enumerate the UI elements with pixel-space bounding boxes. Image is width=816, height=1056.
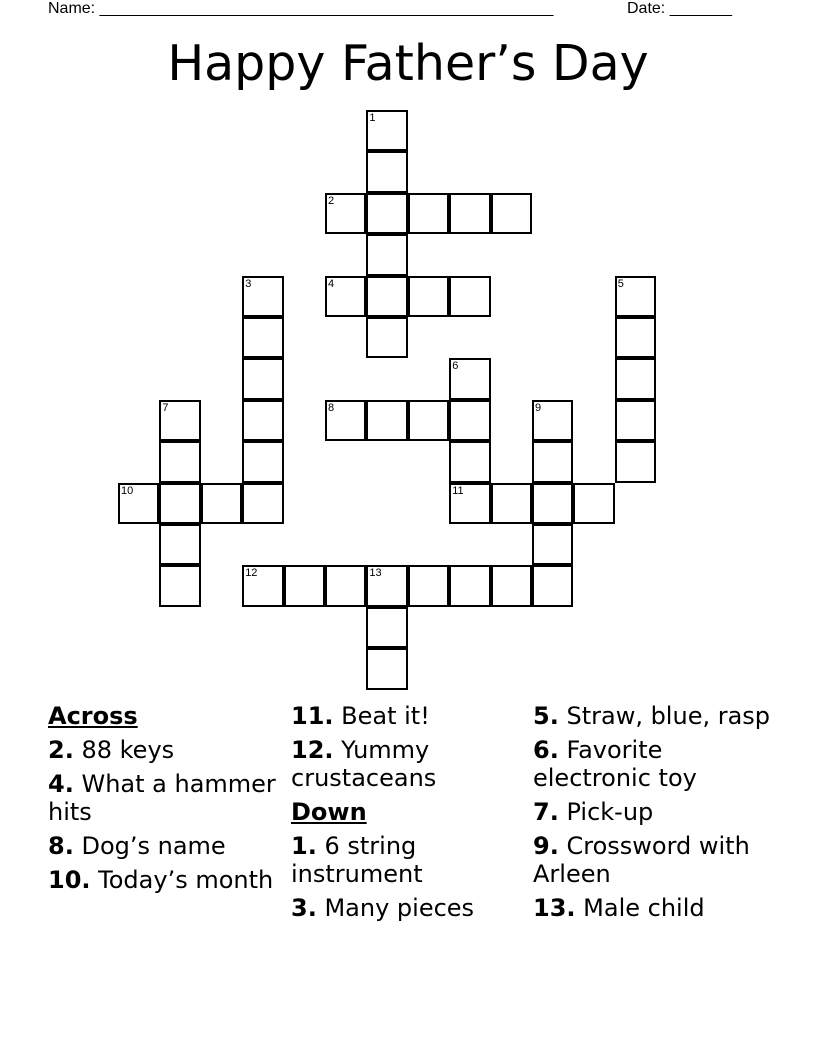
clue-text: What a hammer hits	[48, 770, 276, 826]
grid-cell[interactable]	[408, 193, 449, 234]
clue-text: Many pieces	[324, 894, 475, 922]
grid-cell[interactable]	[615, 317, 656, 358]
grid-cell[interactable]	[325, 276, 366, 317]
grid-cell[interactable]	[408, 565, 449, 606]
clue-item	[48, 866, 288, 894]
grid-cell[interactable]	[284, 565, 325, 606]
grid-cell[interactable]	[615, 358, 656, 399]
grid-cell[interactable]	[366, 317, 407, 358]
clue-text: Beat it!	[341, 702, 430, 730]
clue-item	[291, 736, 531, 792]
grid-cell[interactable]	[242, 400, 283, 441]
clue-number: 11	[452, 484, 464, 497]
grid-cell[interactable]	[159, 483, 200, 524]
puzzle-title: Happy Father’s Day	[167, 35, 649, 92]
grid-cell[interactable]	[366, 151, 407, 192]
clue-number: 5	[617, 277, 624, 290]
grid-cell[interactable]	[325, 400, 366, 441]
clue-item	[533, 832, 773, 888]
clues-column-1	[48, 702, 288, 900]
grid-cell[interactable]	[449, 400, 490, 441]
clue-number: 4	[328, 277, 335, 290]
clue-number: 10.	[48, 866, 91, 894]
grid-cell[interactable]	[449, 441, 490, 482]
clue-text: 88 keys	[81, 736, 175, 764]
clue-number: 11.	[291, 702, 334, 730]
clue-item	[48, 736, 288, 764]
grid-cell[interactable]	[366, 565, 407, 606]
clue-number: 13	[369, 567, 382, 580]
grid-cell[interactable]	[366, 648, 407, 689]
clue-number: 6.	[533, 736, 559, 764]
grid-cell[interactable]	[242, 441, 283, 482]
grid-cell[interactable]	[449, 358, 490, 399]
clue-item	[291, 832, 531, 888]
clues-column-2	[291, 702, 531, 928]
grid-cell[interactable]	[532, 565, 573, 606]
grid-cell[interactable]	[159, 441, 200, 482]
grid-cell[interactable]	[366, 110, 407, 151]
grid-cell[interactable]	[449, 276, 490, 317]
grid-cell[interactable]	[532, 483, 573, 524]
clue-item	[291, 702, 531, 730]
clue-text: Favorite electronic toy	[533, 736, 697, 792]
grid-cell[interactable]	[491, 483, 532, 524]
grid-cell[interactable]	[532, 400, 573, 441]
across-heading: Across	[48, 702, 138, 730]
grid-cell[interactable]	[408, 400, 449, 441]
grid-cell[interactable]	[242, 565, 283, 606]
grid-cell[interactable]	[366, 607, 407, 648]
grid-cell[interactable]	[242, 358, 283, 399]
grid-cell[interactable]	[491, 565, 532, 606]
grid-cell[interactable]	[325, 193, 366, 234]
clue-number: 2	[328, 194, 335, 207]
clue-text: Dog’s name	[81, 832, 226, 860]
grid-cell[interactable]	[615, 400, 656, 441]
clue-item	[533, 702, 773, 730]
grid-cell[interactable]	[366, 400, 407, 441]
grid-cell[interactable]	[366, 234, 407, 275]
clue-item	[48, 770, 288, 826]
grid-cell[interactable]	[242, 483, 283, 524]
clue-number: 4.	[48, 770, 74, 798]
clue-text: Pick-up	[566, 798, 654, 826]
clue-number: 12.	[291, 736, 334, 764]
clue-text: Straw, blue, rasp	[566, 702, 771, 730]
grid-cell[interactable]	[532, 441, 573, 482]
clue-number: 1	[369, 112, 376, 124]
clue-number: 2.	[48, 736, 74, 764]
down-heading: Down	[291, 798, 367, 826]
grid-cell[interactable]	[159, 400, 200, 441]
clue-item	[291, 894, 531, 922]
grid-cell[interactable]	[408, 276, 449, 317]
clue-text: Crossword with Arleen	[533, 832, 750, 888]
grid-cell[interactable]	[242, 276, 283, 317]
grid-cell[interactable]	[532, 524, 573, 565]
name-field-label: Name: ___________________________________________________	[48, 0, 554, 17]
grid-cell[interactable]	[242, 317, 283, 358]
clue-number: 9.	[533, 832, 559, 860]
grid-cell[interactable]	[449, 193, 490, 234]
grid-cell[interactable]	[118, 483, 159, 524]
clue-item	[48, 832, 288, 860]
grid-cell[interactable]	[366, 276, 407, 317]
grid-cell[interactable]	[449, 565, 490, 606]
grid-cell[interactable]	[615, 276, 656, 317]
clue-number: 13.	[533, 894, 576, 922]
grid-cell[interactable]	[159, 565, 200, 606]
clue-number: 9	[535, 401, 542, 414]
grid-cell[interactable]	[491, 193, 532, 234]
clue-item	[533, 894, 773, 922]
grid-cell[interactable]	[325, 565, 366, 606]
clue-item	[533, 798, 773, 826]
grid-cell[interactable]	[201, 483, 242, 524]
clue-number: 10	[121, 484, 134, 497]
clue-item	[533, 736, 773, 792]
clue-text: Male child	[583, 894, 705, 922]
clue-number: 8.	[48, 832, 74, 860]
grid-cell[interactable]	[449, 483, 490, 524]
clue-number: 3.	[291, 894, 317, 922]
clue-number: 3	[245, 277, 252, 290]
clue-text: 6 string instrument	[291, 832, 423, 888]
clue-text: Yummy crustaceans	[291, 736, 437, 792]
grid-cell[interactable]	[366, 193, 407, 234]
date-field-label: Date: _______	[627, 0, 732, 17]
clue-number: 6	[452, 360, 459, 373]
clue-text: Today’s month	[98, 866, 274, 894]
clue-number: 7	[162, 401, 169, 414]
clue-number: 8	[328, 401, 335, 414]
grid-cell[interactable]	[159, 524, 200, 565]
grid-cell[interactable]	[573, 483, 614, 524]
clues-column-3	[533, 702, 773, 928]
grid-cell[interactable]	[615, 441, 656, 482]
clue-number: 7.	[533, 798, 559, 826]
clue-number: 5.	[533, 702, 559, 730]
clue-number: 12	[245, 567, 258, 580]
clue-number: 1.	[291, 832, 317, 860]
